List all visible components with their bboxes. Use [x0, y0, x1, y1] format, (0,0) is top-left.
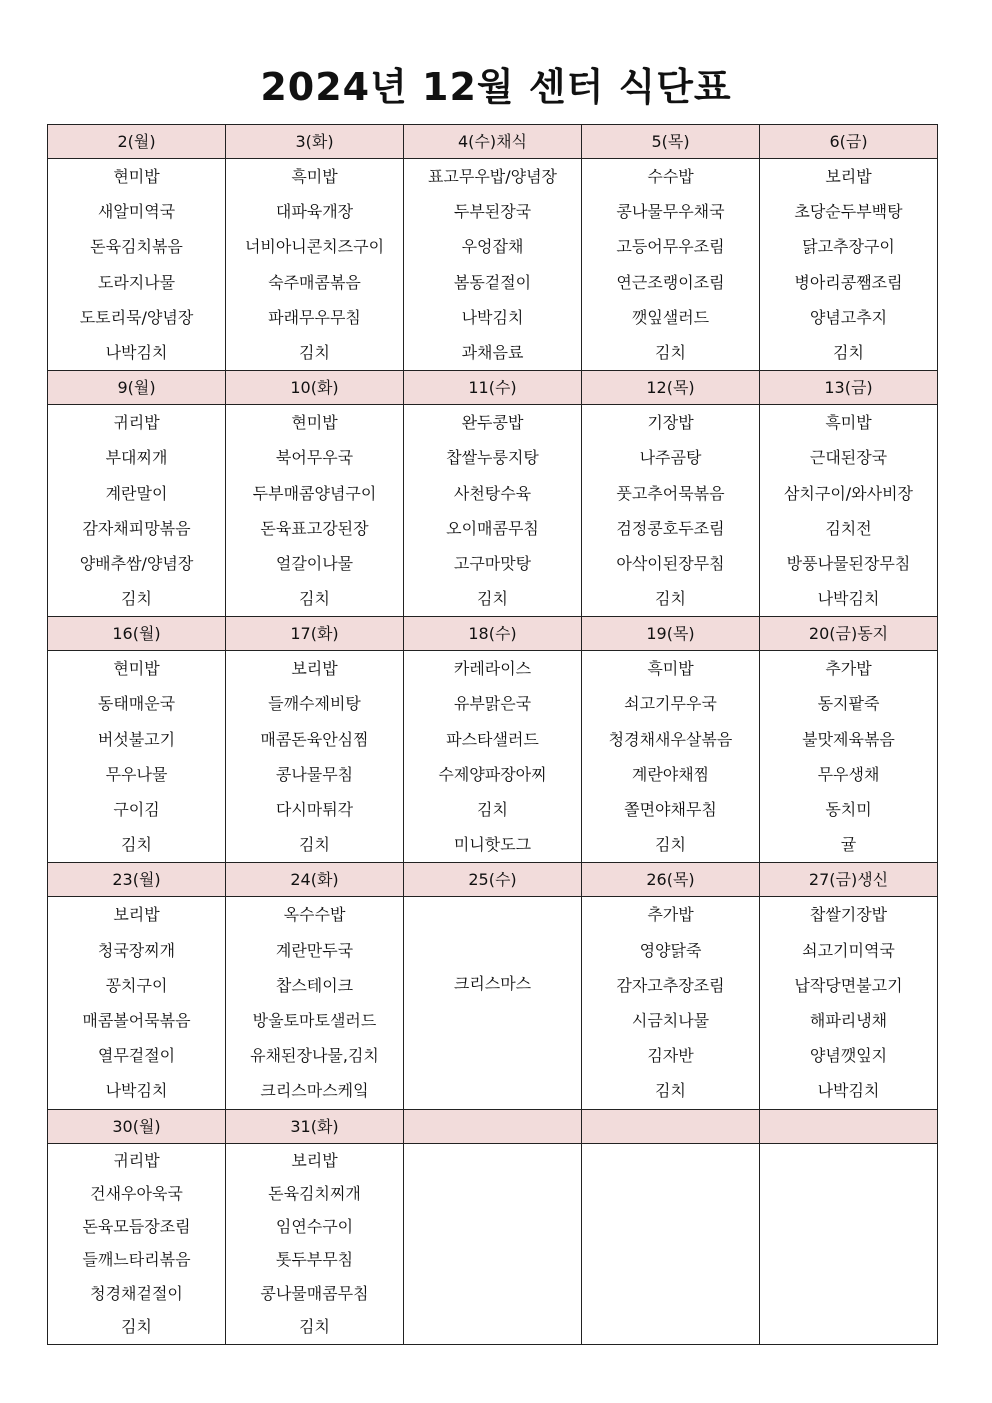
menu-item: 꽁치구이	[105, 975, 168, 995]
menu-item: 현미밥	[113, 167, 160, 186]
day-header: 31(화)	[226, 1109, 404, 1143]
menu-item: 초당순두부백탕	[794, 202, 903, 222]
menu-item: 양념깻잎지	[809, 1046, 888, 1066]
week-menu-row	[48, 897, 938, 1109]
menu-item: 추가밥	[647, 905, 694, 925]
menu-item: 김치	[655, 342, 686, 362]
menu-item: 도라지나물	[97, 272, 176, 292]
day-menu-cell	[404, 1143, 582, 1344]
menu-item: 대파육개장	[275, 202, 354, 222]
day-menu-cell	[582, 897, 760, 1109]
menu-item: 계란야채찜	[631, 764, 710, 784]
menu-item: 방풍나물된장무침	[786, 553, 911, 573]
day-menu-cell	[48, 405, 226, 617]
day-menu-cell	[582, 405, 760, 617]
menu-item: 다시마튀각	[275, 800, 354, 819]
menu-item: 나박김치	[817, 1081, 880, 1101]
menu-item: 방울토마토샐러드	[252, 1010, 377, 1030]
menu-item: 김치전	[825, 518, 872, 538]
day-header: 9(월)	[48, 371, 226, 405]
day-header: 18(수)	[404, 617, 582, 651]
day-menu-cell	[226, 405, 404, 617]
menu-item: 김치	[477, 589, 508, 609]
menu-item: 콩나물무침	[275, 764, 354, 784]
menu-item: 두부매콤양념구이	[252, 483, 377, 503]
menu-item: 우엉잡채	[461, 237, 524, 257]
week-menu-row	[48, 405, 938, 617]
day-header: 17(화)	[226, 617, 404, 651]
menu-item: 양념고추지	[809, 307, 888, 327]
day-header: 13(금)	[760, 371, 938, 405]
menu-item: 들깨수제비탕	[268, 694, 361, 714]
menu-item: 너비아니콘치즈구이	[244, 237, 385, 257]
week-header-row	[48, 371, 938, 405]
menu-item: 고등어무우조림	[616, 237, 725, 257]
menu-item: 김치	[655, 1081, 686, 1101]
holiday-note: 크리스마스	[453, 974, 532, 994]
menu-item: 쇠고기무우국	[624, 694, 717, 714]
day-menu-cell	[48, 1143, 226, 1344]
day-header: 26(목)	[582, 863, 760, 897]
menu-item: 오이매콤무침	[446, 518, 539, 538]
menu-item: 김치	[655, 589, 686, 609]
menu-item: 콩나물매콤무침	[260, 1283, 369, 1303]
day-menu-cell	[582, 651, 760, 863]
menu-item: 톳두부무침	[275, 1250, 354, 1270]
menu-item: 매콤돈육안심찜	[260, 729, 369, 749]
menu-item: 나주곰탕	[639, 448, 702, 468]
menu-item: 봄동겉절이	[453, 272, 532, 292]
menu-item: 콩나물무우채국	[616, 202, 725, 222]
day-header: 6(금)	[760, 125, 938, 159]
menu-item: 미니핫도그	[453, 835, 532, 855]
menu-item: 숙주매콤볶음	[268, 272, 361, 292]
menu-item: 흑미밥	[291, 167, 338, 186]
menu-item: 옥수수밥	[283, 905, 346, 925]
menu-item: 돈육모듬장조림	[82, 1217, 191, 1237]
menu-item: 김자반	[647, 1046, 694, 1066]
day-menu-cell	[404, 159, 582, 371]
menu-item: 김치	[121, 1316, 152, 1336]
menu-item: 고구마맛탕	[453, 553, 532, 573]
menu-item: 보리밥	[113, 905, 160, 925]
menu-item: 두부된장국	[453, 202, 532, 222]
day-menu-cell	[226, 651, 404, 863]
menu-item: 돈육김치볶음	[90, 237, 183, 257]
menu-item: 과채음료	[461, 342, 524, 362]
day-header: 16(월)	[48, 617, 226, 651]
day-header: 24(화)	[226, 863, 404, 897]
day-header: 5(목)	[582, 125, 760, 159]
menu-item: 해파리냉채	[809, 1010, 888, 1030]
menu-item: 찹스테이크	[275, 975, 354, 995]
menu-item: 찹쌀누룽지탕	[446, 448, 539, 468]
day-header	[404, 1109, 582, 1143]
menu-item: 닭고추장구이	[802, 237, 895, 257]
menu-item: 유부맑은국	[453, 694, 532, 714]
page-title: 2024년 12월 센터 식단표	[260, 65, 732, 109]
day-menu-cell	[404, 897, 582, 1109]
menu-item: 청국장찌개	[97, 940, 176, 960]
menu-item: 김치	[121, 589, 152, 609]
menu-item: 김치	[833, 342, 864, 362]
menu-item: 쫄면야채무침	[624, 800, 717, 819]
menu-table	[47, 124, 938, 1345]
day-menu-cell	[760, 1143, 938, 1344]
week-menu-row	[48, 651, 938, 863]
week-menu-row	[48, 159, 938, 371]
menu-item: 현미밥	[113, 659, 160, 679]
menu-item: 나박김치	[817, 589, 880, 609]
menu-item: 카레라이스	[453, 659, 532, 679]
week-header-row	[48, 125, 938, 159]
day-header: 4(수)채식	[404, 125, 582, 159]
menu-item: 삼치구이/와사비장	[783, 483, 914, 503]
day-header	[760, 1109, 938, 1143]
menu-item: 들깨느타리볶음	[82, 1250, 191, 1270]
menu-item: 동치미	[825, 800, 872, 819]
day-header: 30(월)	[48, 1109, 226, 1143]
menu-item: 흑미밥	[825, 413, 872, 433]
day-header: 25(수)	[404, 863, 582, 897]
menu-item: 버섯불고기	[97, 729, 176, 749]
day-header: 27(금)생신	[760, 863, 938, 897]
menu-item: 영양닭죽	[639, 940, 702, 960]
day-header: 2(월)	[48, 125, 226, 159]
menu-item: 김치	[477, 800, 508, 819]
menu-item: 쇠고기미역국	[802, 940, 895, 960]
menu-item: 파스타샐러드	[446, 729, 539, 749]
week-header-row	[48, 863, 938, 897]
menu-item: 임연수구이	[275, 1217, 354, 1237]
menu-item: 귀리밥	[113, 413, 160, 433]
day-menu-cell	[404, 651, 582, 863]
menu-item: 완두콩밥	[461, 413, 524, 433]
menu-item: 감자고추장조림	[616, 975, 725, 995]
menu-item: 시금치나물	[631, 1010, 710, 1030]
day-header: 3(화)	[226, 125, 404, 159]
menu-item: 납작당면불고기	[794, 975, 903, 995]
menu-item: 동태매운국	[97, 694, 176, 714]
menu-item: 풋고추어묵볶음	[616, 483, 725, 503]
menu-item: 계란만두국	[275, 940, 354, 960]
week-header-row	[48, 617, 938, 651]
menu-item: 김치	[121, 835, 152, 855]
menu-item: 계란말이	[105, 483, 168, 503]
day-menu-cell	[760, 159, 938, 371]
day-menu-cell	[760, 405, 938, 617]
menu-item: 병아리콩쨈조림	[794, 272, 903, 292]
day-menu-cell	[48, 159, 226, 371]
menu-item: 사천탕수육	[453, 483, 532, 503]
menu-item: 수수밥	[647, 167, 694, 186]
day-header: 11(수)	[404, 371, 582, 405]
day-menu-cell	[48, 651, 226, 863]
day-menu-cell	[226, 1143, 404, 1344]
menu-item: 열무겉절이	[97, 1046, 176, 1066]
menu-item: 청경채새우살볶음	[608, 729, 733, 749]
menu-item: 보리밥	[825, 167, 872, 186]
menu-item: 김치	[655, 835, 686, 855]
menu-item: 표고무우밥/양념장	[427, 167, 558, 186]
menu-item: 구이김	[113, 800, 160, 819]
menu-item: 기장밥	[647, 413, 694, 433]
menu-item: 나박김치	[461, 307, 524, 327]
menu-item: 매콤볼어묵볶음	[82, 1010, 191, 1030]
menu-item: 귀리밥	[113, 1150, 160, 1170]
menu-item: 연근조랭이조림	[616, 272, 725, 292]
menu-item: 보리밥	[291, 1150, 338, 1170]
menu-item: 깻잎샐러드	[631, 307, 710, 327]
menu-item: 귤	[840, 835, 857, 855]
day-menu-cell	[760, 651, 938, 863]
menu-item: 무우나물	[105, 764, 168, 784]
menu-item: 크리스마스케잌	[260, 1081, 369, 1101]
day-header	[582, 1109, 760, 1143]
day-header: 10(화)	[226, 371, 404, 405]
menu-item: 유채된장나물,김치	[250, 1046, 379, 1066]
menu-item: 김치	[299, 1316, 330, 1336]
day-menu-cell	[226, 897, 404, 1109]
menu-item: 북어무우국	[275, 448, 354, 468]
menu-item: 돈육표고강된장	[260, 518, 369, 538]
day-menu-cell	[226, 159, 404, 371]
day-header: 12(목)	[582, 371, 760, 405]
menu-item: 감자채피망볶음	[82, 518, 191, 538]
menu-item: 불맛제육볶음	[802, 729, 895, 749]
day-menu-cell	[48, 897, 226, 1109]
menu-item: 동지팥죽	[817, 694, 880, 714]
day-header: 19(목)	[582, 617, 760, 651]
menu-item: 김치	[299, 835, 330, 855]
menu-item: 청경채겉절이	[90, 1283, 183, 1303]
menu-item: 새알미역국	[97, 202, 176, 222]
menu-item: 근대된장국	[809, 448, 888, 468]
menu-item: 무우생채	[817, 764, 880, 784]
week-header-row	[48, 1109, 938, 1143]
menu-item: 돈육김치찌개	[268, 1183, 361, 1203]
menu-item: 추가밥	[825, 659, 872, 679]
menu-item: 부대찌개	[105, 448, 168, 468]
menu-item: 김치	[299, 589, 330, 609]
day-menu-cell	[582, 1143, 760, 1344]
menu-item: 양배추쌈/양념장	[79, 553, 194, 573]
week-menu-row	[48, 1143, 938, 1344]
day-menu-cell	[582, 159, 760, 371]
menu-item: 얼갈이나물	[275, 553, 354, 573]
menu-item: 도토리묵/양념장	[79, 307, 194, 327]
day-header: 23(월)	[48, 863, 226, 897]
day-header: 20(금)동지	[760, 617, 938, 651]
menu-item: 파래무우무침	[268, 307, 361, 327]
menu-item: 검정콩호두조림	[616, 518, 725, 538]
menu-item: 보리밥	[291, 659, 338, 679]
menu-item: 현미밥	[291, 413, 338, 433]
menu-item: 찹쌀기장밥	[809, 905, 888, 925]
menu-item: 나박김치	[105, 1081, 168, 1101]
day-menu-cell	[760, 897, 938, 1109]
menu-item: 아삭이된장무침	[616, 553, 725, 573]
menu-item: 건새우아욱국	[90, 1183, 183, 1203]
menu-item: 김치	[299, 342, 330, 362]
menu-item: 나박김치	[105, 342, 168, 362]
menu-item: 흑미밥	[647, 659, 694, 679]
menu-item: 수제양파장아찌	[438, 764, 547, 784]
day-menu-cell	[404, 405, 582, 617]
